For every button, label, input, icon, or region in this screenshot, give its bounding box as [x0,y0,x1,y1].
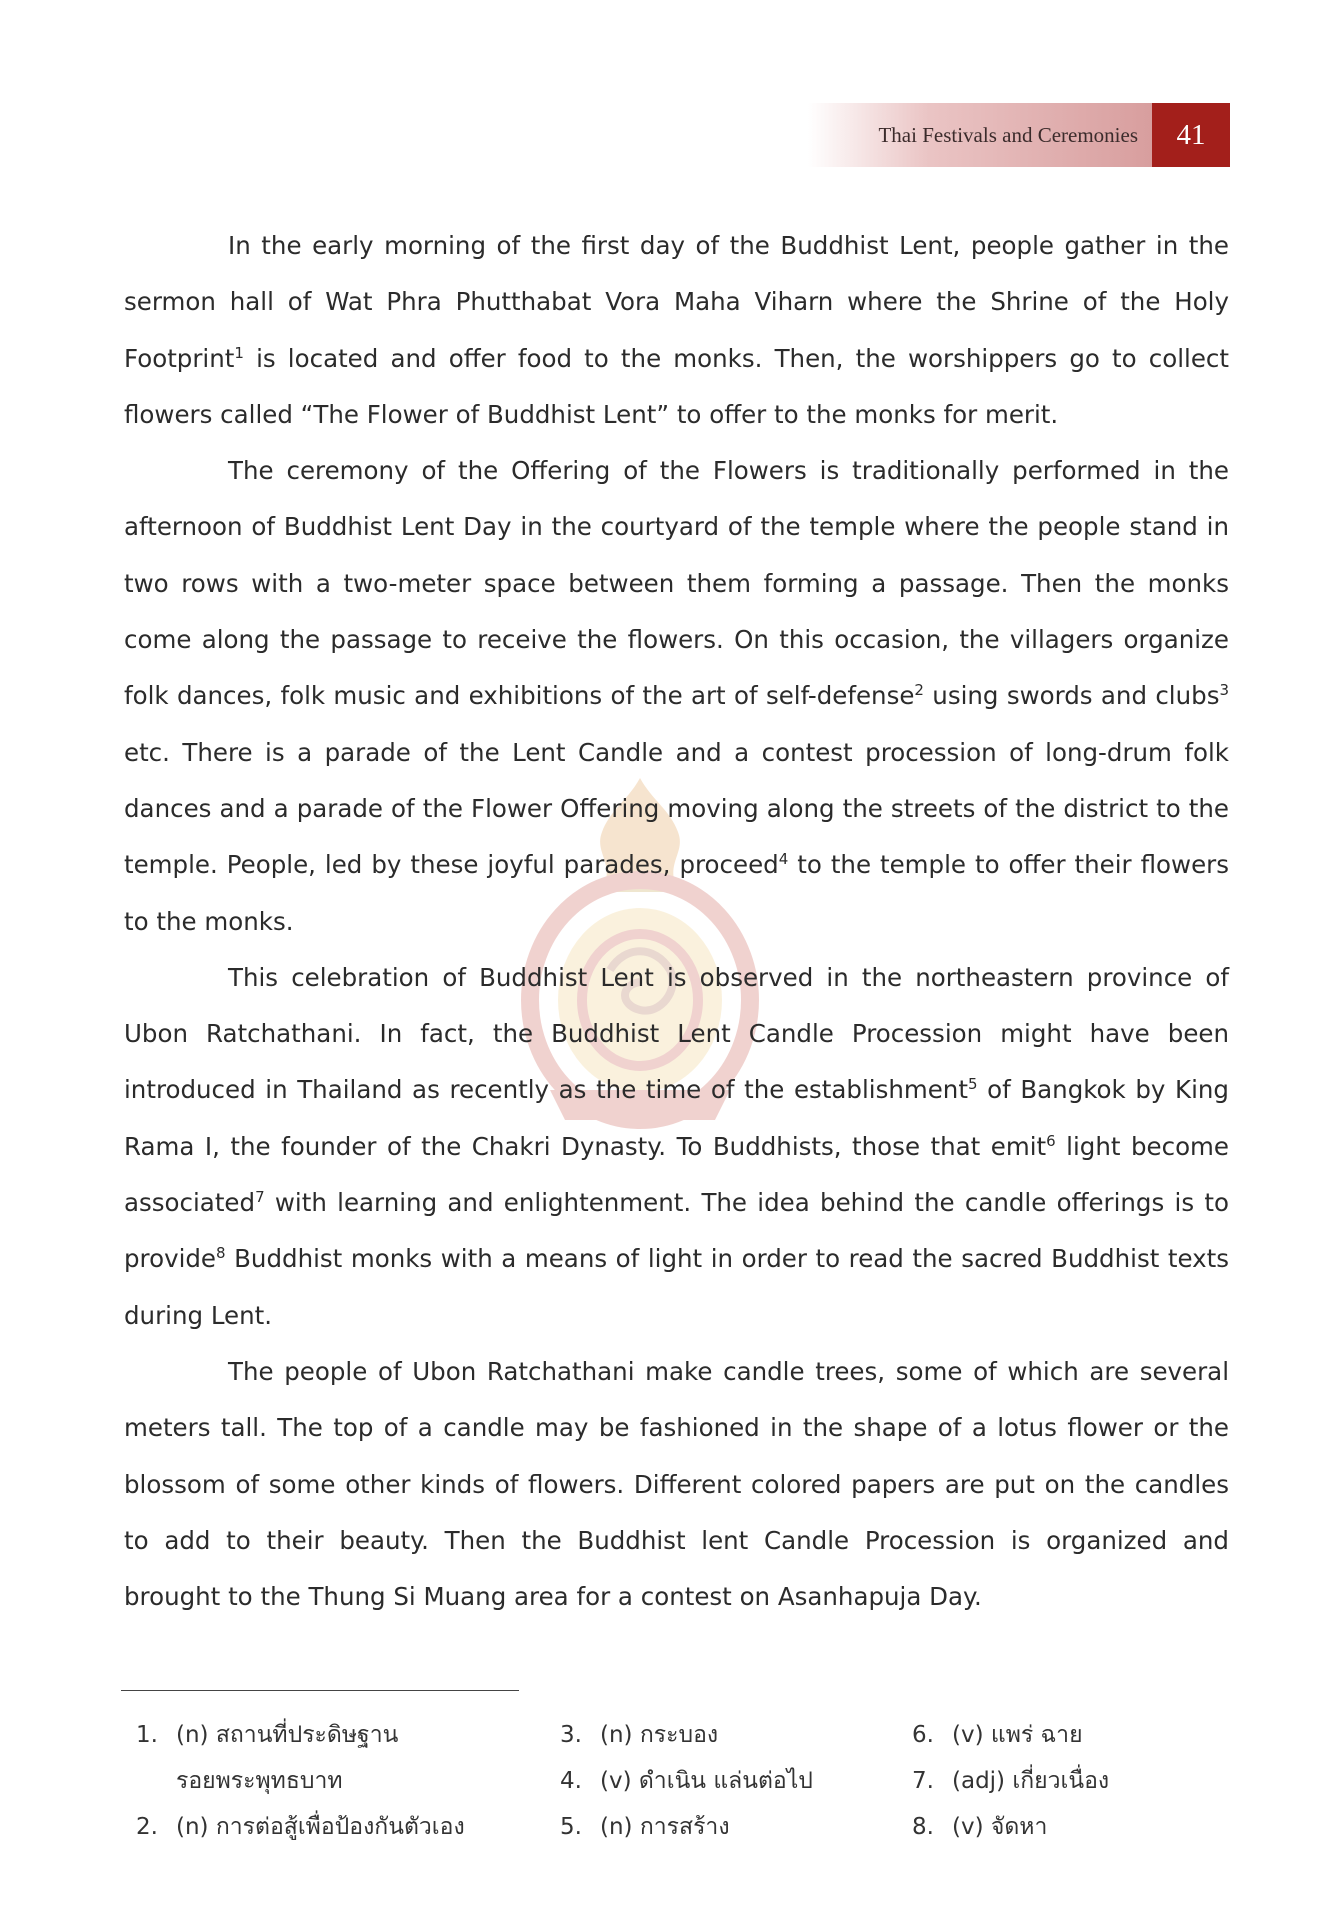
footnote-text: (n) การสร้าง [600,1814,730,1840]
footnote-marker: 8 [216,1244,226,1263]
footnote [136,1804,465,1850]
footnote [560,1758,813,1804]
footnote-number: 6. [912,1722,934,1748]
footnote [136,1712,465,1758]
header-band [808,103,1152,167]
footnote-marker: 7 [255,1187,265,1206]
header-title: Thai Festivals and Ceremonies [878,122,1138,147]
footnote [912,1712,1109,1758]
text-run: of Bangkok by King Rama I, the founder of the Chakri Dynasty. To Buddhists, those that emit [124,1075,1229,1161]
text-run: to the temple to offer their flowers to the monks. [124,850,1229,936]
footnote-divider [121,1690,519,1691]
footnote-text: (v) แพร่ ฉาย [952,1722,1083,1748]
footnote [560,1804,813,1850]
footnote [912,1804,1109,1850]
footnote-number: 4. [560,1768,582,1794]
footnote-text: (n) กระบอง [600,1722,719,1748]
footnote-number: 3. [560,1722,582,1748]
footnote-number: 1. [136,1722,158,1748]
footnote-marker: 2 [914,681,924,700]
running-header [808,103,1230,167]
text-run: with learning and enlightenment. The idea behind the candle offerings is to provide [124,1188,1229,1274]
footnote-number: 5. [560,1814,582,1840]
text-run: is located and offer food to the monks. Then, the worshippers go to collect flowers called “The Flower of Buddhist Lent” to offer to the monks for merit. [124,343,1229,429]
footnote [560,1712,813,1758]
footnote-marker: 6 [1046,1131,1056,1150]
footnote-continuation: รอยพระพุทธบาท [176,1768,343,1794]
text-run: This celebration of Buddhist Lent is observed in the northeastern province of Ubon Ratchathani. In fact, the Buddhist Lent Candle Procession might have been introduced in Thailand as recently as the time of the establishment [124,962,1229,1105]
footnote-text: (v) จัดหา [952,1814,1048,1840]
footnote-column-2 [560,1712,813,1850]
footnote-text: (n) การต่อสู้เพื่อป้องกันตัวเอง [176,1814,465,1840]
body-text [124,218,1229,1625]
text-run: Buddhist monks with a means of light in order to read the sacred Buddhist texts during Lent. [124,1244,1229,1330]
text-run: light become associated [124,1131,1229,1218]
footnote-marker: 5 [967,1075,978,1094]
footnote-marker: 1 [234,343,244,362]
paragraph [124,218,1229,443]
page-number: 41 [1152,103,1230,167]
text-run: The ceremony of the Offering of the Flowers is traditionally performed in the afternoon of Buddhist Lent Day in the courtyard of the temple where the people stand in two rows with a two-meter space between them forming a passage. Then the monks come along the passage to receive the flowers. On this occasion, the villagers organize folk dances, folk music and exhibitions of the art of self-defense [124,456,1229,711]
footnote-column-3 [912,1712,1109,1850]
text-run: etc. There is a parade of the Lent Candle and a contest procession of long-drum folk dances and a parade of the Flower Offering moving along the streets of the district to the temple. People, led by these joyful parades, proceed [124,737,1229,880]
footnote-number: 2. [136,1814,158,1840]
footnote-marker: 4 [778,850,789,869]
footnote-text: (n) สถานที่ประดิษฐาน [176,1722,399,1748]
text-run: using swords and clubs [923,681,1220,711]
footnote-number: 7. [912,1768,934,1794]
footnote-marker: 3 [1219,681,1230,700]
footnote [912,1758,1109,1804]
footnote-text: (adj) เกี่ยวเนื่อง [952,1768,1110,1794]
footnote-column-1 [136,1712,465,1850]
footnote-number: 8. [912,1814,934,1840]
text-run: The people of Ubon Ratchathani make candle trees, some of which are several meters tall. The top of a candle may be fashioned in the shape of a lotus flower or the blossom of some other kinds of flowers. Different colored papers are put on the candles to add to their beauty. Then the Buddhist lent Candle Procession is organized and brought to the Thung Si Muang area for a contest on Asanhapuja Day. [124,1356,1229,1612]
footnote-text: (v) ดำเนิน แล่นต่อไป [600,1768,813,1794]
paragraph [124,443,1229,950]
paragraph [124,1344,1229,1625]
text-run: In the early morning of the first day of the Buddhist Lent, people gather in the sermon hall of Wat Phra Phutthabat Vora Maha Viharn where the Shrine of the Holy Footprint [124,231,1229,373]
paragraph [124,950,1229,1344]
